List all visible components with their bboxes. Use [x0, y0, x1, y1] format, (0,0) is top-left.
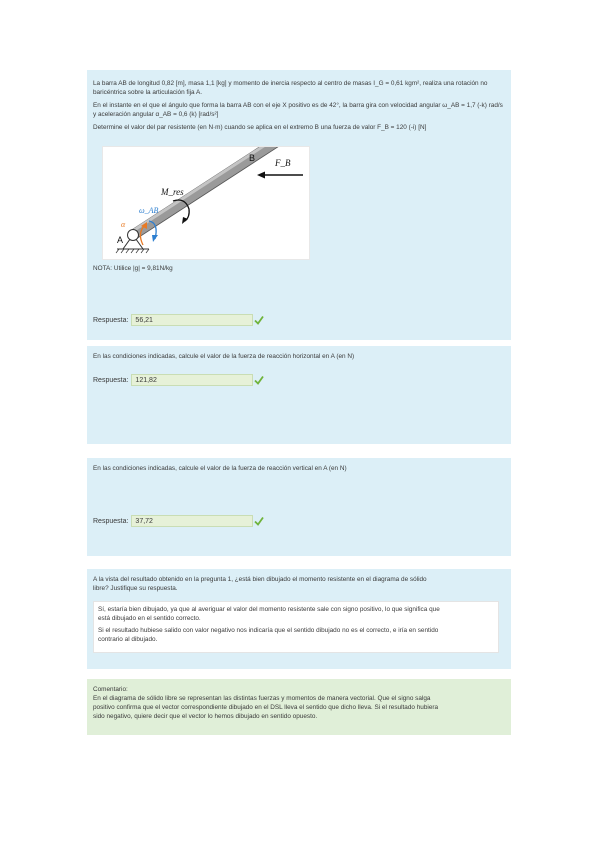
question-1-line-3: Determine el valor del par resistente (en N·m) cuando se aplica en el extremo B una fuerza de valor F_B = 120 (-i) [N] — [93, 124, 427, 131]
free-body-diagram — [102, 146, 310, 260]
diagram-svg — [103, 147, 309, 259]
label-fb: F_B — [275, 158, 291, 168]
answer-label: Respuesta: — [93, 316, 129, 324]
question-1-line-1: La barra AB de longitud 0,82 [m], masa 1,1 [kg] y momento de inercia respecto al centro de masas I_G = 0,61 kgm², realiza una rotación no baricéntrica sobre la articulación fija A. — [93, 80, 488, 96]
label-mres: M_res — [161, 187, 184, 197]
comment-line-2: positivo confirma que el vector correspondiente dibujado en el DSL lleva el sentido que dicho lleva. Si el resultado hubiera — [93, 704, 439, 711]
answer-label: Respuesta: — [93, 376, 129, 384]
check-icon — [254, 315, 264, 325]
essay-answer-line-4: contrario al dibujado. — [98, 636, 158, 643]
ground-hatch — [116, 249, 149, 253]
essay-answer-line-3: Si el resultado hubiese salido con valor negativo nos indicaría que el sentido dibujado no es el correcto, e iría en sentido — [98, 627, 439, 634]
comment-title: Comentario: — [93, 686, 128, 693]
essay-answer-box[interactable] — [93, 601, 499, 653]
question-1-note: NOTA: Utilice |g| = 9,81N/kg — [93, 265, 173, 272]
force-arrowhead — [257, 172, 265, 179]
label-b: B — [249, 153, 256, 163]
essay-answer-line-1: Sí, estaría bien dibujado, ya que al averiguar el valor del momento resistente sale con signo positivo, lo que significa que — [98, 606, 440, 613]
pin-a — [128, 230, 139, 241]
question-2-text: En las condiciones indicadas, calcule el valor de la fuerza de reacción horizontal en A (en N) — [93, 353, 355, 360]
question-3-text: En las condiciones indicadas, calcule el valor de la fuerza de reacción vertical en A (en N) — [93, 465, 347, 472]
comment-text — [93, 685, 505, 721]
answer-input-1[interactable]: 56,21 — [131, 314, 253, 326]
answer-input-2[interactable]: 121,82 — [131, 374, 253, 386]
question-1-text — [93, 79, 505, 132]
check-icon — [254, 516, 264, 526]
comment-line-1: En el diagrama de sólido libre se representan las distintas fuerzas y momentos de manera vectorial. Que el signo salga — [93, 695, 431, 702]
question-card-4 — [87, 569, 511, 669]
label-a: A — [117, 235, 124, 245]
essay-answer-line-2: está dibujado en el sentido correcto. — [98, 615, 201, 622]
answer-label: Respuesta: — [93, 517, 129, 525]
label-omega: ω_AB — [139, 206, 159, 215]
bar-ab — [130, 147, 278, 239]
question-4-line-2: libre? Justifique su respuesta. — [93, 585, 178, 592]
question-1-line-2: En el instante en el que el ángulo que forma la barra AB con el eje X positivo es de 42°, la barra gira con velocidad angular ω_AB = 1,7 (-k) rad/s y aceleración angular α_AB = 0,6 (k) [rad/s²] — [93, 102, 503, 118]
answer-row-3 — [93, 515, 264, 527]
answer-input-3[interactable]: 37,72 — [131, 515, 253, 527]
comment-line-3: sido negativo, quiere decir que el vector lo hemos dibujado en sentido opuesto. — [93, 713, 318, 720]
answer-row-2 — [93, 374, 264, 386]
question-card-3 — [87, 458, 511, 556]
question-4-text — [93, 575, 505, 593]
feedback-comment-card — [87, 679, 511, 735]
check-icon — [254, 375, 264, 385]
answer-row-1 — [93, 314, 264, 326]
question-card-2 — [87, 346, 511, 444]
label-alpha: α — [121, 220, 126, 229]
question-4-line-1: A la vista del resultado obtenido en la pregunta 1, ¿está bien dibujado el momento resistente en el diagrama de sólido — [93, 576, 427, 583]
